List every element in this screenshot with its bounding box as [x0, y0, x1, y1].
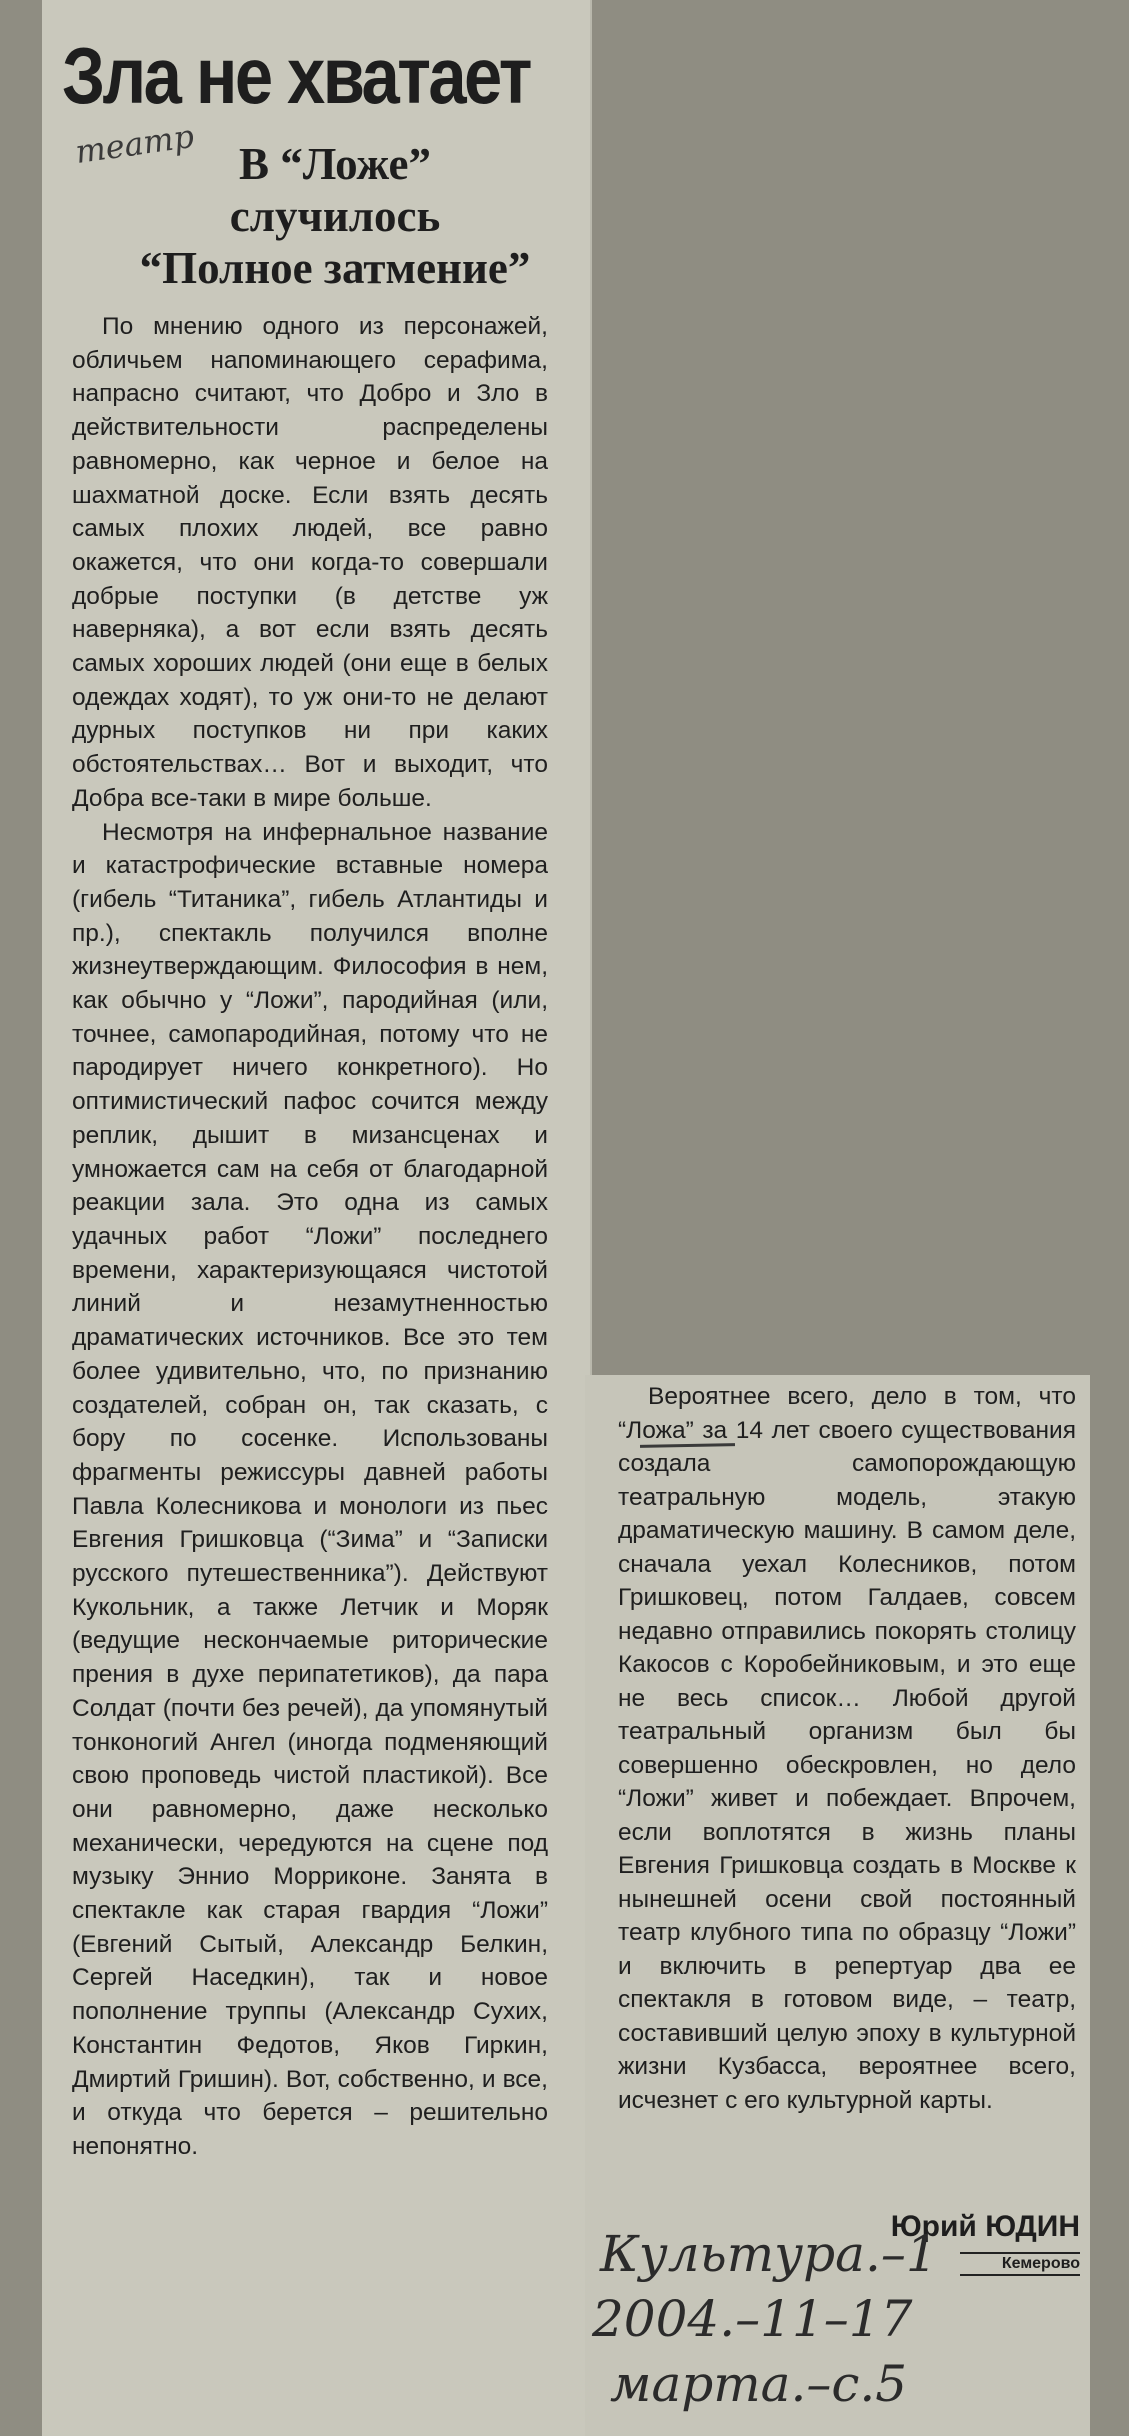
- paragraph-3: Вероятнее всего, дело в том, что “Ложа” за 14 лет своего существования создала самопорождающую театральную модель, этакую драматическую машину. В самом деле, сначала уехал Колесников, потом Гришковец, потом Галдаев, совсем недавно отправились покорять столицу Какосов с Коробейниковым, и это еще не весь список… Любой другой театральный организм был бы совершенно обескровлен, но дело “Ложи” живет и побеждает. Впрочем, если воплотятся в жизнь планы Евгения Гришковца создать в Москве к нынешней осени свой постоянный театр клубного типа по образцу “Ложи” и включить в репертуар два ее спектакля в готовом виде, – театр, составивший целую эпоху в культурной жизни Кузбасса, вероятнее всего, исчезнет с его культурной карты.: [618, 1383, 1076, 2114]
- subhead-line-3: “Полное затмение”: [139, 243, 531, 293]
- author-name: Юрий ЮДИН: [890, 2210, 1080, 2243]
- handwritten-source-line-2: 2004.–11–17: [592, 2290, 913, 2348]
- headline: Зла не хватает: [62, 31, 530, 120]
- subhead-line-1: В “Ложе”: [238, 139, 432, 189]
- author-city: Кемерово: [960, 2252, 1080, 2276]
- article-body-right: [618, 1380, 1076, 2117]
- paragraph-2: Несмотря на инфернальное название и катастрофические вставные номера (гибель “Титаника”, гибель Атлантиды и пр.), спектакль получился вполне жизнеутверждающим. Философия в нем, как обычно у “Ложи”, пародийная (или, точнее, самопародийная, потому что не пародирует ничего конкретного). Но оптимистический пафос сочится между реплик, дышит в мизансценах и умножается сам на себя от благодарной реакции зала. Это одна из самых удачных работ “Ложи” последнего времени, характеризующаяся чистотой линий и незамутненностью драматических источников. Все это тем более удивительно, что, по признанию создателей, собран он, так сказать, с бору по сосенке. Использованы фрагменты режиссуры давней работы Павла Колесникова и монологи из пьес Евгения Гришковца (“Зима” и “Записки русского путешественника”). Действуют Кукольник, а также Летчик и Моряк (ведущие нескончаемые риторические прения в духе перипатетиков), да пара Солдат (почти без речей), да упомянутый тонконогий Ангел (иногда подменяющий свою проповедь чистой пластикой). Все они равномерно, даже несколько механически, чередуются на сцене под музыку Эннио Морриконе. Занята в спектакле как старая гвардия “Ложи” (Евгений Сытый, Александр Белкин, Сергей Наседкин), так и новое пополнение труппы (Александр Сухих, Константин Федотов, Яков Гиркин, Дмиртий Гришин). Вот, собственно, и все, и откуда что берется – решительно непонятно.: [72, 818, 548, 2160]
- subhead-line-2: случилось: [229, 191, 441, 241]
- subheadline: [95, 138, 575, 294]
- paragraph-1: По мнению одного из персонажей, обличьем напоминающего серафима, напрасно считают, что Добро и Зло в действительности распределены равномерно, как черное и белое на шахматной доске. Если взять десять самых плохих людей, все равно окажется, что они когда-то совершали добрые поступки (в детстве уж наверняка), а вот если взять десять самых хороших людей (они еще в белых одеждах ходят), то уж они-то не делают дурных поступков ни при каких обстоятельствах… Вот и выходит, что Добра все-таки в мире больше.: [72, 313, 548, 812]
- handwritten-source-line-3: марта.–с.5: [610, 2355, 908, 2413]
- article-body-left: [72, 310, 548, 2164]
- handwritten-rubric: театр: [72, 116, 197, 172]
- handwritten-source-line-1: Культура.–1: [600, 2225, 938, 2283]
